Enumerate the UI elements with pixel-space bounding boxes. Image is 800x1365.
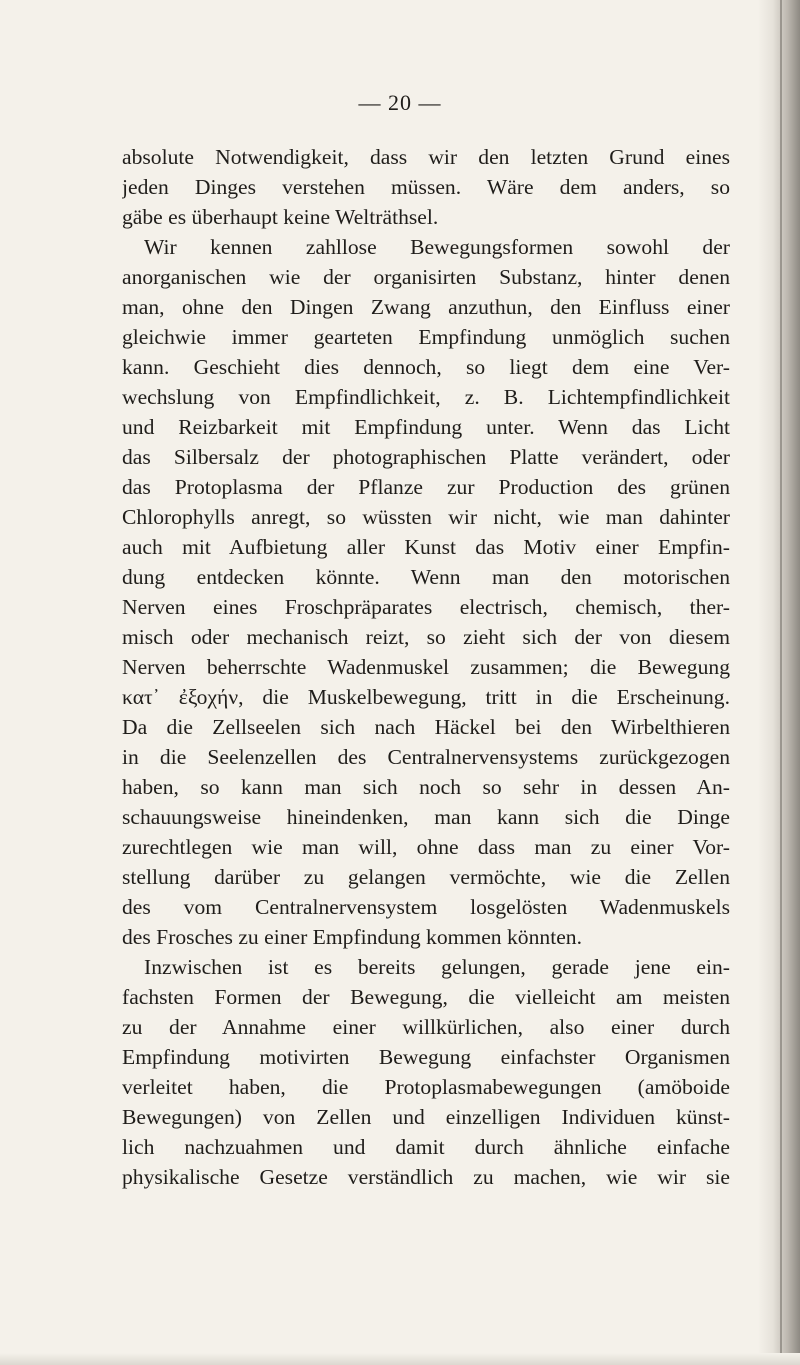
text-line: kann. Geschieht dies dennoch, so liegt dem eine Ver-	[122, 355, 730, 379]
text-line: zurechtlegen wie man will, ohne dass man zu einer Vor-	[122, 835, 730, 859]
text-line: und Reizbarkeit mit Empfindung unter. Wenn das Licht	[122, 415, 730, 439]
text-line: Empfindung motivirten Bewegung einfachster Organismen	[122, 1045, 730, 1069]
page-edge-shadow	[758, 0, 800, 1365]
text-line: misch oder mechanisch reizt, so zieht sich der von diesem	[122, 625, 730, 649]
text-line: physikalische Gesetze verständlich zu machen, wie wir sie	[122, 1165, 730, 1189]
text-line: Da die Zellseelen sich nach Häckel bei den Wirbelthieren	[122, 715, 730, 739]
text-line: schauungsweise hineindenken, man kann sich die Dinge	[122, 805, 730, 829]
text-line: Bewegungen) von Zellen und einzelligen Individuen künst-	[122, 1105, 730, 1129]
text-line: Chlorophylls anregt, so wüssten wir nicht, wie man dahinter	[122, 505, 730, 529]
text-line: zu der Annahme einer willkürlichen, also einer durch	[122, 1015, 730, 1039]
binding-line	[780, 0, 782, 1365]
text-line: dung entdecken könnte. Wenn man den motorischen	[122, 565, 730, 589]
text-line: verleitet haben, die Protoplasmabewegungen (amöboide	[122, 1075, 730, 1099]
text-line: jeden Dinges verstehen müssen. Wäre dem anders, so	[122, 175, 730, 199]
text-line: Wir kennen zahllose Bewegungsformen sowohl der	[144, 235, 730, 259]
text-line: gleichwie immer gearteten Empfindung unmöglich suchen	[122, 325, 730, 349]
page-number: — 20 —	[358, 90, 442, 115]
body-text	[122, 142, 730, 1192]
text-line: des vom Centralnervensystem losgelösten Wadenmuskels	[122, 895, 730, 919]
text-line: fachsten Formen der Bewegung, die vielleicht am meisten	[122, 985, 730, 1009]
text-line: anorganischen wie der organisirten Substanz, hinter denen	[122, 265, 730, 289]
text-line: das Silbersalz der photographischen Platte verändert, oder	[122, 445, 730, 469]
text-line: lich nachzuahmen und damit durch ähnliche einfache	[122, 1135, 730, 1159]
text-line: Nerven eines Froschpräparates electrisch, chemisch, ther-	[122, 595, 730, 619]
text-line: gäbe es überhaupt keine Welträthsel.	[122, 205, 439, 229]
text-line: Nerven beherrschte Wadenmuskel zusammen; die Bewegung	[122, 655, 730, 679]
text-line: absolute Notwendigkeit, dass wir den letzten Grund eines	[122, 145, 730, 169]
text-line: κατ᾽ ἐξοχήν, die Muskelbewegung, tritt in die Erscheinung.	[122, 685, 730, 709]
text-line: des Frosches zu einer Empfindung kommen könnten.	[122, 925, 582, 949]
text-line: auch mit Aufbietung aller Kunst das Motiv einer Empfin-	[122, 535, 730, 559]
text-line: Inzwischen ist es bereits gelungen, gerade jene ein-	[144, 955, 730, 979]
text-line: das Protoplasma der Pflanze zur Production des grünen	[122, 475, 730, 499]
text-line: in die Seelenzellen des Centralnervensystems zurückgezogen	[122, 745, 730, 769]
text-line: stellung darüber zu gelangen vermöchte, wie die Zellen	[122, 865, 730, 889]
text-line: man, ohne den Dingen Zwang anzuthun, den Einfluss einer	[122, 295, 730, 319]
page-bottom-edge	[0, 1353, 800, 1365]
text-line: haben, so kann man sich noch so sehr in dessen An-	[122, 775, 730, 799]
text-line: wechslung von Empfindlichkeit, z. B. Lichtempfindlichkeit	[122, 385, 730, 409]
